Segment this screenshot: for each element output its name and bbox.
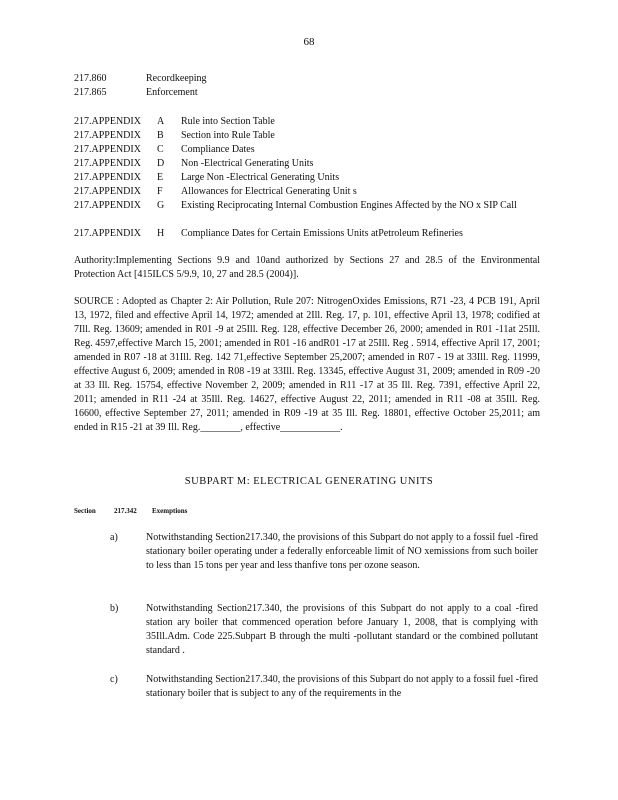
appendix-letter: F: [157, 186, 163, 197]
source-note: SOURCE : Adopted as Chapter 2: Air Pollution, Rule 207: NitrogenOxides Emissions, R71 -23, 4 PCB 191, April 13, 1972, filed and effective April 14, 1972; amended at 2Ill. Reg. 17, p. 101, effective April 13, 1978; codified at 7Ill. Reg. 13609; amended in R01 -9 at 25Ill. Reg. 128, effective December 26, 2000; amended in R01 -11at 25Ill. Reg. 4597,effective March 15, 2001; amended in R01 -16 andR01 -17 at 25Ill. Reg . 5914, effective April 17, 2001; amended in R07 -18 at 31Ill. Reg. 142 71,effective September 25,2007; amended in R07 - 19 at 33Ill. Reg. 11999, effective August 6, 2009; amended in R08 -19 at 33Ill. Reg. 13345, effective August 31, 2009; amended in R09 -20 at 33 Ill. Reg. 15754, effective November 2, 2009; amended in R11 -17 at 35 Ill. Reg. 7391, effective April 22, 2011; amended in R11 -24 at 35Ill. Reg. 14627, effective August 22, 2011; amended in R11 -08 at 35Ill. Reg. 16600, effective September 27, 2011; amended in R09 -19 at 35 Ill. Reg. 18801, effective October 25,2011; am ended in R15 -21 at 39 Ill. Reg.________, effective____________.: [74, 296, 540, 433]
appendix-letter: H: [157, 228, 165, 239]
appendix-number: 217.APPENDIX: [74, 200, 141, 211]
appendix-title: Non -Electrical Generating Units: [181, 158, 314, 169]
toc-number: 217.865: [74, 87, 107, 98]
appendix-title: Existing Reciprocating Internal Combustion Engines Affected by the NO x SIP Call: [181, 200, 517, 211]
item-label: b): [110, 603, 119, 614]
appendix-letter: G: [157, 200, 165, 211]
appendix-title: Allowances for Electrical Generating Unit s: [181, 186, 357, 197]
appendix-letter: C: [157, 144, 164, 155]
appendix-letter: A: [157, 116, 165, 127]
toc-title: Recordkeeping: [146, 73, 207, 84]
appendix-letter: D: [157, 158, 165, 169]
appendix-letter: E: [157, 172, 164, 183]
toc-title: Enforcement: [146, 87, 198, 98]
section-number: 217.342: [114, 507, 137, 515]
authority-note: Authority:Implementing Sections 9.9 and 10and authorized by Sections 27 and 28.5 of the Environmental Protection Act [415ILCS 5/9.9, 10, 27 and 28.5 (2004)].: [74, 255, 540, 280]
appendix-number: 217.APPENDIX: [74, 172, 141, 183]
appendix-title: Compliance Dates: [181, 144, 255, 155]
appendix-number: 217.APPENDIX: [74, 116, 141, 127]
section-heading: [74, 507, 187, 515]
item-text: Notwithstanding Section217.340, the provisions of this Subpart do not apply to a coal -fired station ary boiler that commenced operation before January 1, 2008, that is complying with 35Ill.Adm. Code 225.Subpart B through the multi -pollutant standard or the combined pollutant standard .: [146, 603, 538, 656]
item-text: Notwithstanding Section217.340, the provisions of this Subpart do not apply to a fossil fuel -fired stationary boiler that is subject to any of the requirements in the: [146, 674, 538, 699]
toc-number: 217.860: [74, 73, 107, 84]
appendix-title: Large Non -Electrical Generating Units: [181, 172, 340, 183]
subpart-heading: SUBPART M: ELECTRICAL GENERATING UNITS: [184, 476, 434, 487]
item-text: Notwithstanding Section217.340, the provisions of this Subpart do not apply to a fossil fuel -fired stationary boiler operating under a federally enforceable limit of NO xemissions from such boiler to less than 15 tons per year and less thanfive tons per ozone season.: [146, 532, 538, 571]
page-number: 68: [303, 36, 315, 48]
appendix-number: 217.APPENDIX: [74, 158, 141, 169]
appendix-number: 217.APPENDIX: [74, 186, 141, 197]
appendix-title: Rule into Section Table: [181, 116, 275, 127]
appendix-title: Section into Rule Table: [181, 130, 275, 141]
appendix-number: 217.APPENDIX: [74, 228, 141, 239]
appendix-number: 217.APPENDIX: [74, 144, 141, 155]
section-label: Section: [74, 507, 96, 515]
item-label: c): [110, 674, 118, 685]
appendix-number: 217.APPENDIX: [74, 130, 141, 141]
item-label: a): [110, 532, 118, 543]
appendix-letter: B: [157, 130, 164, 141]
section-title: Exemptions: [152, 507, 188, 515]
appendix-title: Compliance Dates for Certain Emissions Units atPetroleum Refineries: [181, 228, 463, 239]
